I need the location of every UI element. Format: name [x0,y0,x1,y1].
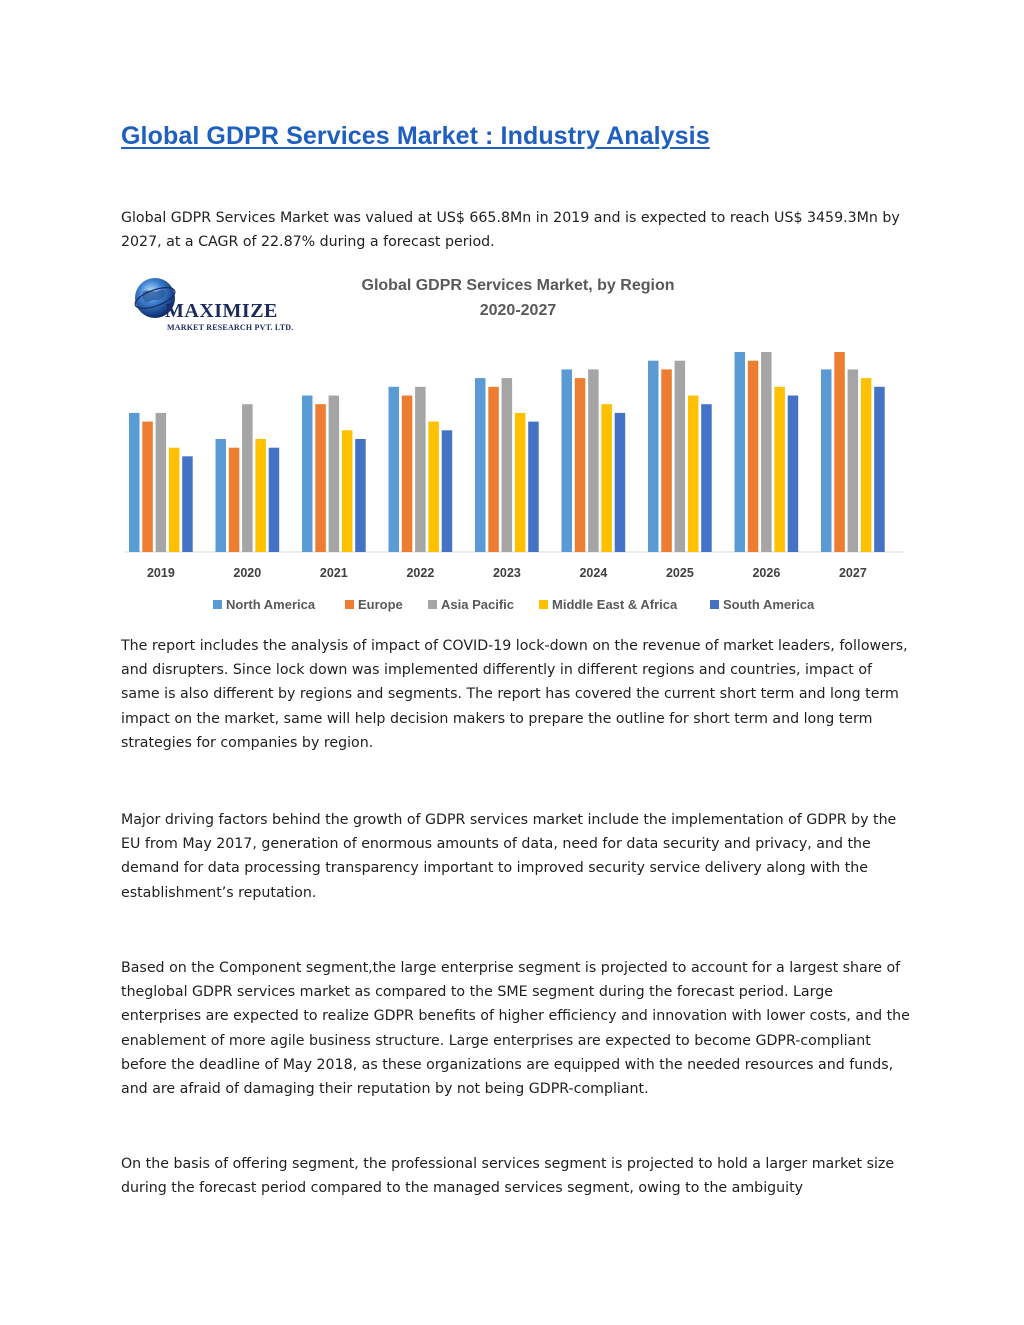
chart-legend [213,597,815,612]
logo-name: MAXIMIZE [165,300,278,322]
component-segment-paragraph: Based on the Component segment,the large enterprise segment is projected to account for a largest share of theglobal GDPR services market as compared to the SME segment during the forecast period. Large enterprises are expected to realize GDPR benefits of higher efficiency and innovation with lower costs, and the enablement of more agile business structure. Large enterprises are expected to become GDPR-compliant before the deadline of May 2018, as these organizations are equipped with the needed resources and funds, and are afraid of damaging their reputation by not being GDPR-compliant. [121,960,910,1098]
bar-2019-middle-east-africa [169,448,180,552]
bar-2019-north-america [129,413,140,552]
bar-2021-south-america [355,439,366,552]
legend-label: North America [226,597,316,612]
bar-2024-north-america [562,369,573,552]
x-tick-label: 2022 [406,566,435,580]
x-tick-label: 2019 [146,566,175,580]
bar-2025-europe [661,369,672,552]
x-tick-label: 2020 [233,566,262,580]
bar-chart [121,268,911,618]
bar-2027-north-america [821,369,832,552]
bar-2020-asia-pacific [242,404,253,552]
legend-swatch [213,600,222,609]
bar-2025-asia-pacific [675,361,686,552]
legend-swatch [539,600,548,609]
bar-2021-north-america [302,396,313,553]
chart-subtitle: 2020-2027 [479,302,557,319]
legend-label: South America [723,597,815,612]
bar-2026-middle-east-africa [774,387,785,552]
x-tick-labels [147,566,867,580]
bar-2022-north-america [389,387,400,552]
legend-label: Europe [358,597,403,612]
bar-2020-south-america [269,448,280,552]
bar-2025-south-america [701,404,712,552]
bar-2024-asia-pacific [588,369,599,552]
bar-2024-europe [575,378,586,552]
bar-2026-south-america [788,396,799,553]
page-title[interactable]: Global GDPR Services Market : Industry Analysis [121,122,710,150]
legend-swatch [428,600,437,609]
intro-paragraph: Global GDPR Services Market was valued at US$ 665.8Mn in 2019 and is expected to reach US$ 3459.3Mn by 2027, at a CAGR of 22.87% during a forecast period. [121,210,900,251]
bar-2020-europe [229,448,240,552]
bar-2020-north-america [216,439,227,552]
driving-factors-paragraph: Major driving factors behind the growth of GDPR services market include the implementation of GDPR by the EU from May 2017, generation of enormous amounts of data, need for data security and privacy, and the demand for data processing transparency important to improved security service delivery along with the establishment’s reputation. [121,812,897,901]
x-tick-label: 2025 [665,566,694,580]
bar-2026-asia-pacific [761,352,772,552]
bar-2020-middle-east-africa [255,439,266,552]
chart-title: Global GDPR Services Market, by Region [361,277,675,294]
bar-2025-middle-east-africa [688,396,699,553]
x-tick-label: 2023 [492,566,521,580]
legend-label: Middle East & Africa [552,597,678,612]
bar-2027-asia-pacific [848,369,859,552]
bar-2023-north-america [475,378,486,552]
bar-2022-europe [402,396,413,553]
bar-2021-middle-east-africa [342,430,353,552]
x-tick-label: 2027 [838,566,867,580]
bar-2022-asia-pacific [415,387,426,552]
bar-2021-asia-pacific [329,396,340,553]
bar-2019-europe [142,422,153,552]
bar-2026-europe [748,361,759,552]
bar-2024-middle-east-africa [601,404,612,552]
offering-segment-paragraph: On the basis of offering segment, the professional services segment is projected to hold a larger market size during the forecast period compared to the managed services segment, owing to the ambiguity [121,1156,895,1197]
legend-swatch [710,600,719,609]
legend-swatch [345,600,354,609]
bar-2022-middle-east-africa [428,422,439,552]
legend-label: Asia Pacific [441,597,514,612]
market-chart-figure [121,268,911,618]
bar-2019-south-america [182,456,193,552]
logo-subtitle: MARKET RESEARCH PVT. LTD. [167,323,294,332]
bar-2021-europe [315,404,326,552]
bar-2019-asia-pacific [156,413,167,552]
x-tick-label: 2021 [319,566,348,580]
bar-2024-south-america [615,413,626,552]
bar-2027-south-america [874,387,885,552]
bars-group [129,352,885,552]
x-tick-label: 2026 [752,566,781,580]
x-tick-label: 2024 [579,566,608,580]
covid-impact-paragraph: The report includes the analysis of impact of COVID-19 lock-down on the revenue of market leaders, followers, and disrupters. Since lock down was implemented differently in different regions and countries, impact of same is also different by regions and segments. The report has covered the current short term and long term impact on the market, same will help decision makers to prepare the outline for short term and long term strategies for companies by region. [121,638,908,751]
bar-2023-asia-pacific [502,378,512,552]
bar-2025-north-america [648,361,659,552]
bar-2022-south-america [442,430,453,552]
bar-2027-europe [834,352,845,552]
bar-2027-middle-east-africa [861,378,872,552]
bar-2026-north-america [735,352,746,552]
bar-2023-middle-east-africa [515,413,526,552]
bar-2023-south-america [528,422,539,552]
bar-2023-europe [488,387,499,552]
